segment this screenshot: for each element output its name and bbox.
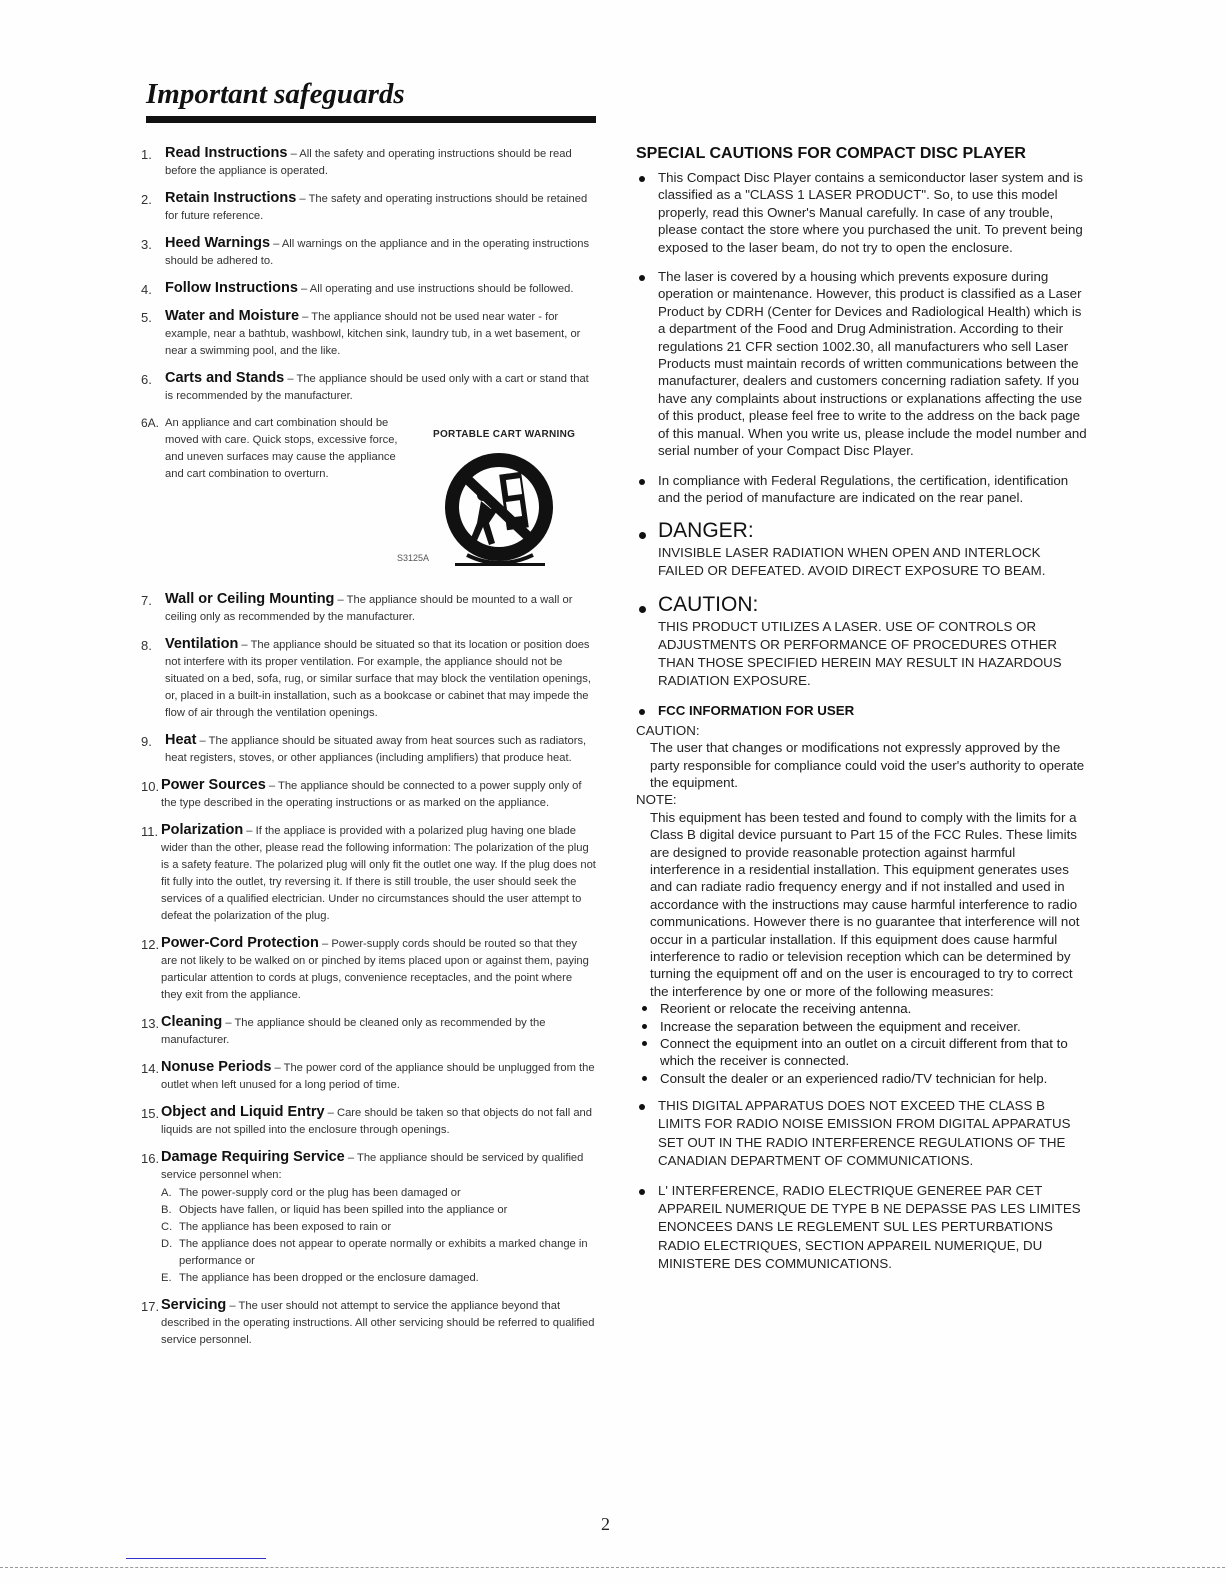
- item-body: – If the appliace is provided with a polarized plug having one blade wider than the other, please read the following information: The polarization of the plug is a safety feature. The polarized plug will only fit the outlet one way. If the plug does not fit fully into the outlet, try reversing it. If there is still trouble, the user should seek the services of a qualified electrician. Under no circumstances should the user attempt to defeat the polarization of the plug.: [161, 825, 596, 922]
- canada-english-notice: [636, 1097, 1088, 1170]
- safeguard-item: [141, 822, 596, 925]
- list-letter: C.: [161, 1221, 173, 1233]
- cd-cautions-heading: SPECIAL CAUTIONS FOR COMPACT DISC PLAYER: [636, 145, 1026, 162]
- danger-body: INVISIBLE LASER RADIATION WHEN OPEN AND INTERLOCK FAILED OR DEFEATED. AVOID DIRECT EXPOSURE TO BEAM.: [658, 545, 1046, 579]
- cart-warning-body: An appliance and cart combination should be moved with care. Quick stops, excessive force, and uneven surfaces may cause the appliance and cart combination to overturn.: [165, 417, 398, 480]
- caution-block: [636, 592, 1088, 690]
- item-body: – The appliance should be used only with a cart or stand that is recommended by the manufacturer.: [165, 373, 589, 402]
- item-heading: Ventilation: [165, 636, 239, 652]
- item-body: – The appliance should be mounted to a wall or ceiling only as recommended by the manufacturer.: [165, 594, 573, 623]
- item-body: – All operating and use instructions should be followed.: [297, 283, 574, 295]
- safeguard-item: [141, 280, 596, 298]
- caution-bullet: [636, 472, 1088, 507]
- item-heading: Water and Moisture: [165, 308, 300, 324]
- item-heading: Polarization: [161, 822, 244, 838]
- list-item: [636, 1070, 1088, 1087]
- safeguard-item: [141, 1059, 596, 1094]
- notice-text: THIS DIGITAL APPARATUS DOES NOT EXCEED THE CLASS B LIMITS FOR RADIO NOISE EMISSION FROM DIGITAL APPARATUS SET OUT IN THE RADIO INTERFERENCE REGULATIONS OF THE CANADIAN DEPARTMENT OF COMMUNICATIONS.: [658, 1098, 1071, 1168]
- item-body: – The appliance should be situated so that its location or position does not interfere with its proper ventilation. For example, the appliance should not be situated on a bed, sofa, rug, or similar surface that may block the ventilation openings, or, placed in a built-in installation, such as a bookcase or cabinet that may impede the flow of air through the ventilation openings.: [165, 639, 591, 719]
- item-number: 11.: [141, 824, 159, 839]
- fcc-caution-text: The user that changes or modifications not expressly approved by the party responsible for compliance could void the user's authority to operate the equipment.: [650, 740, 1085, 790]
- item-number: 1.: [141, 147, 152, 162]
- safeguard-item: [141, 591, 596, 626]
- safeguard-item: [141, 190, 596, 225]
- item-heading: Servicing: [161, 1297, 227, 1313]
- bullet-text: The laser is covered by a housing which prevents exposure during operation or maintenance. However, this product is classified as a Laser Product by CDRH (Center for Devices and Radiological Health) which is a department of the Food and Drug Administration. According to their regulations 21 CFR section 1002.30, all manufacturers who sell Laser Products must maintain records of written communications between the manufacturer, dealers and customers concerning radiation safety. If you have any complaints about instructions or explanations affecting the use of this product, please feel free to write to the address on the back page of this manual. When you write us, please include the model number and serial number of your Compact Disc Player.: [658, 269, 1087, 459]
- safeguard-item: [141, 1149, 596, 1287]
- bullet-dot: [639, 176, 645, 182]
- safeguard-item: [141, 308, 596, 360]
- item-number: 12.: [141, 937, 160, 952]
- bullet-dot: [642, 1006, 647, 1011]
- item-heading: Follow Instructions: [165, 280, 298, 296]
- list-text: Increase the separation between the equipment and receiver.: [660, 1018, 1021, 1034]
- cart-warning-text: [141, 415, 411, 483]
- item-body: – The appliance should be cleaned only as recommended by the manufacturer.: [161, 1017, 546, 1046]
- bullet-text: In compliance with Federal Regulations, the certification, identification and the period of manufacture are indicated on the rear panel.: [658, 472, 1069, 505]
- portable-cart-warning-icon: [437, 445, 557, 580]
- bullet-text: This Compact Disc Player contains a semiconductor laser system and is classified as a "CLASS 1 LASER PRODUCT". So, to use this model properly, read this Owner's Manual carefully. In case of any trouble, please contact the store where you purchased the unit. To prevent being exposed to the laser beam, do not try to open the enclosure.: [658, 170, 1083, 255]
- fcc-measures-list: [636, 1000, 1088, 1087]
- item-number: 15.: [141, 1106, 160, 1121]
- item-body: – Power-supply cords should be routed so that they are not likely to be walked on or pinched by items placed upon or against them, paying particular attention to cords at plugs, convenience receptacles, and the point where they exit from the appliance.: [161, 938, 589, 1001]
- bottom-link-underline: [126, 1558, 266, 1559]
- damage-conditions-list: [161, 1185, 596, 1287]
- safeguard-item: [141, 636, 596, 722]
- item-body: – All the safety and operating instructions should be read before the appliance is operated.: [165, 148, 572, 177]
- safeguard-item: [141, 935, 596, 1004]
- list-text: The power-supply cord or the plug has been damaged or: [179, 1187, 461, 1199]
- bullet-dot: [639, 1189, 645, 1195]
- safeguard-item: [141, 777, 596, 812]
- title-rule: [146, 116, 596, 123]
- bottom-divider: [0, 1567, 1225, 1568]
- item-number: 10.: [141, 779, 160, 794]
- list-item: [161, 1270, 596, 1287]
- bullet-dot: [639, 606, 646, 613]
- canada-french-notice: [636, 1182, 1088, 1273]
- page-number: 2: [601, 1514, 610, 1534]
- item-body: – The appliance should be situated away from heat sources such as radiators, heat registers, stoves, or other appliances (including amplifiers) that produce heat.: [165, 735, 587, 764]
- list-text: Consult the dealer or an experienced radio/TV technician for help.: [660, 1070, 1048, 1086]
- list-item: [636, 1035, 1088, 1070]
- safeguard-item: [141, 1104, 596, 1139]
- list-item: [161, 1202, 596, 1219]
- page-title: Important safeguards: [146, 78, 405, 110]
- list-item: [161, 1185, 596, 1202]
- safeguard-item: [141, 145, 596, 180]
- fcc-heading-bullet: [636, 702, 1088, 719]
- list-text: The appliance has been dropped or the enclosure damaged.: [179, 1272, 479, 1284]
- right-column: [636, 145, 1088, 1285]
- cart-figure-code: S3125A: [397, 553, 430, 563]
- cart-warning-block: [141, 415, 596, 575]
- safeguard-item: [141, 1014, 596, 1049]
- item-heading: Power-Cord Protection: [161, 935, 319, 951]
- list-text: The appliance does not appear to operate normally or exhibits a marked change in performance or: [179, 1238, 588, 1267]
- bullet-dot: [639, 1104, 645, 1110]
- item-heading: Wall or Ceiling Mounting: [165, 591, 335, 607]
- list-item: [636, 1018, 1088, 1035]
- list-text: Connect the equipment into an outlet on a circuit different from that to which the receiver is connected.: [660, 1036, 1068, 1069]
- item-number: 17.: [141, 1299, 160, 1314]
- list-letter: A.: [161, 1187, 172, 1199]
- item-number: 6A.: [141, 416, 160, 430]
- item-number: 16.: [141, 1151, 160, 1166]
- item-heading: Power Sources: [161, 777, 266, 793]
- item-number: 6.: [141, 372, 152, 387]
- item-number: 5.: [141, 310, 152, 325]
- danger-title: DANGER:: [658, 519, 754, 543]
- item-number: 2.: [141, 192, 152, 207]
- cart-warning-label: PORTABLE CART WARNING: [433, 429, 576, 440]
- item-body: – The appliance should be connected to a power supply only of the type described in the operating instructions or as marked on the appliance.: [161, 780, 582, 809]
- list-text: Reorient or relocate the receiving antenna.: [660, 1001, 912, 1017]
- item-body: – The appliance should be serviced by qualified service personnel when:: [161, 1152, 584, 1181]
- item-body: – All warnings on the appliance and in the operating instructions should be adhered to.: [165, 238, 590, 267]
- safeguard-item: [141, 1297, 596, 1349]
- item-heading: Nonuse Periods: [161, 1059, 272, 1075]
- list-text: The appliance has been exposed to rain or: [179, 1221, 392, 1233]
- item-number: 3.: [141, 237, 152, 252]
- bullet-dot: [642, 1076, 647, 1081]
- bullet-dot: [639, 709, 645, 715]
- bullet-dot: [642, 1024, 647, 1029]
- item-body: – The power cord of the appliance should be unplugged from the outlet when left unused for a long period of time.: [161, 1062, 595, 1091]
- caution-title: CAUTION:: [658, 593, 759, 617]
- item-number: 13.: [141, 1016, 160, 1031]
- item-number: 4.: [141, 282, 152, 297]
- item-number: 7.: [141, 593, 152, 608]
- safeguard-item: [141, 235, 596, 270]
- bullet-dot: [639, 275, 645, 281]
- fcc-note-label: NOTE:: [636, 792, 677, 808]
- list-item: [161, 1236, 596, 1270]
- list-text: Objects have fallen, or liquid has been spilled into the appliance or: [179, 1204, 508, 1216]
- item-number: 9.: [141, 734, 152, 749]
- item-body: – The appliance should not be used near water - for example, near a bathtub, washbowl, kitchen sink, laundry tub, in a wet basement, or near a swimming pool, and the like.: [165, 311, 581, 357]
- danger-block: [636, 518, 1088, 580]
- item-body: – The user should not attempt to service the appliance beyond that described in the operating instructions. All other servicing should be referred to qualified service personnel.: [161, 1300, 595, 1346]
- item-heading: Heed Warnings: [165, 235, 271, 251]
- left-column: [141, 145, 596, 1359]
- item-heading: Carts and Stands: [165, 370, 285, 386]
- item-heading: Heat: [165, 732, 197, 748]
- safeguard-item: [141, 370, 596, 405]
- item-heading: Object and Liquid Entry: [161, 1104, 325, 1120]
- item-heading: Read Instructions: [165, 145, 288, 161]
- caution-bullet: [636, 268, 1088, 459]
- bullet-dot: [639, 479, 645, 485]
- item-heading: Retain Instructions: [165, 190, 297, 206]
- fcc-note-text: This equipment has been tested and found to comply with the limits for a Class B digital device pursuant to Part 15 of the FCC Rules. These limits are designed to provide reasonable protection against harmful interference in a residential installation. This equipment generates uses and can radiate radio frequency energy and if not installed and used in accordance with the instructions may cause harmful interference to radio communications. However there is no guarantee that interference will not occur in a particular installation. If this equipment does cause harmful interference to radio or television reception which can be determined by turning the equipment off and on the user is encouraged to try to correct the interference by one or more of the following measures:: [650, 809, 1080, 999]
- safeguard-item: [141, 732, 596, 767]
- bullet-dot: [639, 532, 646, 539]
- item-number: 8.: [141, 638, 152, 653]
- caution-body: THIS PRODUCT UTILIZES A LASER. USE OF CONTROLS OR ADJUSTMENTS OR PERFORMANCE OF PROCEDURES OTHER THAN THOSE SPECIFIED HEREIN MAY RESULT IN HAZARDOUS RADIATION EXPOSURE.: [658, 619, 1062, 689]
- list-letter: D.: [161, 1238, 173, 1250]
- list-letter: E.: [161, 1272, 172, 1284]
- bullet-dot: [642, 1041, 647, 1046]
- item-heading: Damage Requiring Service: [161, 1149, 345, 1165]
- caution-bullet: [636, 169, 1088, 256]
- item-body: – Care should be taken so that objects do not fall and liquids are not spilled into the enclosure through openings.: [161, 1107, 592, 1136]
- list-item: [161, 1219, 596, 1236]
- list-item: [636, 1000, 1088, 1017]
- notice-text: L' INTERFERENCE, RADIO ELECTRIQUE GENEREE PAR CET APPAREIL NUMERIQUE DE TYPE B NE DEPASSE PAS LES LIMITES ENONCEES DANS LE REGLEMENT SUL LES PERTURBATIONS RADIO ELECTRIQUES, SECTION APPAREIL NUMERIQUE, DU MINISTERE DES COMMUNICATIONS.: [658, 1183, 1081, 1271]
- list-letter: B.: [161, 1204, 172, 1216]
- item-number: 14.: [141, 1061, 160, 1076]
- fcc-caution-label: CAUTION:: [636, 722, 700, 738]
- item-body: – The safety and operating instructions should be retained for future reference.: [165, 193, 588, 222]
- fcc-heading: FCC INFORMATION FOR USER: [658, 703, 855, 719]
- item-heading: Cleaning: [161, 1014, 223, 1030]
